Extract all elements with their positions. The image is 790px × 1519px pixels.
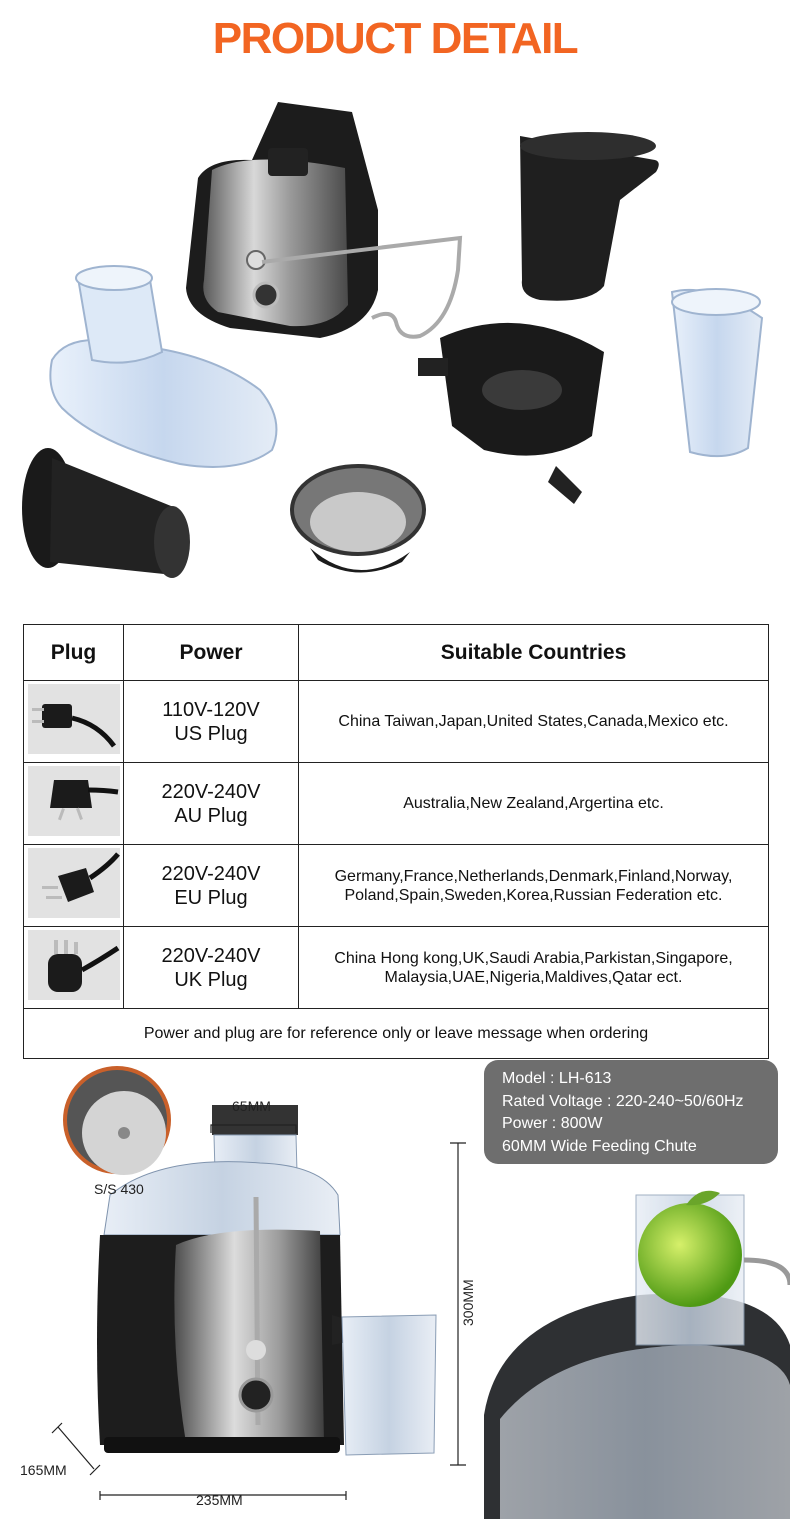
plug-compatibility-table <box>23 624 769 1059</box>
juicer-parts-illustration <box>0 90 790 610</box>
power-cell <box>124 681 299 763</box>
width-label: 235MM <box>196 1492 243 1508</box>
countries-line: Malaysia,UAE,Nigeria,Maldives,Qatar ect. <box>384 968 683 986</box>
uk-plug-image <box>24 927 124 1009</box>
table-header-row <box>24 625 769 681</box>
plug-type-text: US Plug <box>174 722 248 745</box>
motor-base-part <box>186 102 460 338</box>
table-row <box>24 845 769 927</box>
countries-cell: Australia,New Zealand,Argertina etc. <box>299 763 769 845</box>
chute-width-label: 65MM <box>232 1098 271 1114</box>
reference-note: Power and plug are for reference only or leave message when ordering <box>24 1009 769 1059</box>
apple-closeup <box>484 1191 790 1519</box>
filter-basket-part <box>292 466 424 573</box>
juice-jug-part <box>672 289 762 456</box>
countries-line: Poland,Spain,Sweden,Korea,Russian Federation etc. <box>344 886 723 904</box>
model-text: Model : LH-613 <box>502 1070 612 1087</box>
table-row <box>24 763 769 845</box>
au-plug-icon <box>28 766 120 836</box>
chute-text: 60MM Wide Feeding Chute <box>502 1137 697 1155</box>
countries-cell <box>299 927 769 1009</box>
power-text: Power : 800W <box>502 1115 603 1132</box>
us-plug-image <box>24 681 124 763</box>
filter-material-label: S/S 430 <box>94 1181 144 1197</box>
plug-type-text: AU Plug <box>174 804 248 827</box>
power-cell <box>124 763 299 845</box>
voltage-text: 220V-240V <box>161 862 261 885</box>
us-plug-icon <box>28 684 120 754</box>
header-plug: Plug <box>24 625 124 681</box>
height-label: 300MM <box>460 1279 476 1326</box>
specifications-box <box>484 1060 778 1164</box>
voltage-text: 110V-120V <box>162 698 260 721</box>
countries-cell <box>299 845 769 927</box>
countries-line: Germany,France,Netherlands,Denmark,Finland,Norway, <box>334 867 733 885</box>
table-row <box>24 681 769 763</box>
countries-line: China Hong kong,UK,Saudi Arabia,Parkistan,Singapore, <box>334 949 733 967</box>
pulp-container-part <box>520 132 659 301</box>
depth-label: 165MM <box>20 1462 67 1478</box>
power-cell <box>124 845 299 927</box>
plug-type-text: UK Plug <box>174 968 248 991</box>
countries-cell: China Taiwan,Japan,United States,Canada,Mexico etc. <box>299 681 769 763</box>
page-title: PRODUCT DETAIL <box>212 14 578 63</box>
rated-voltage-text: Rated Voltage : 220-240~50/60Hz <box>502 1092 744 1110</box>
plug-type-text: EU Plug <box>174 886 248 909</box>
food-pusher-part <box>22 448 190 578</box>
header-countries: Suitable Countries <box>299 625 769 681</box>
header-power: Power <box>124 625 299 681</box>
uk-plug-icon <box>28 930 120 1000</box>
power-cell <box>124 927 299 1009</box>
juice-bowl-part <box>418 323 604 504</box>
eu-plug-image <box>24 845 124 927</box>
au-plug-image <box>24 763 124 845</box>
voltage-text: 220V-240V <box>161 944 261 967</box>
eu-plug-icon <box>28 848 120 918</box>
filter-closeup <box>65 1068 169 1175</box>
table-row <box>24 927 769 1009</box>
voltage-text: 220V-240V <box>161 780 261 803</box>
